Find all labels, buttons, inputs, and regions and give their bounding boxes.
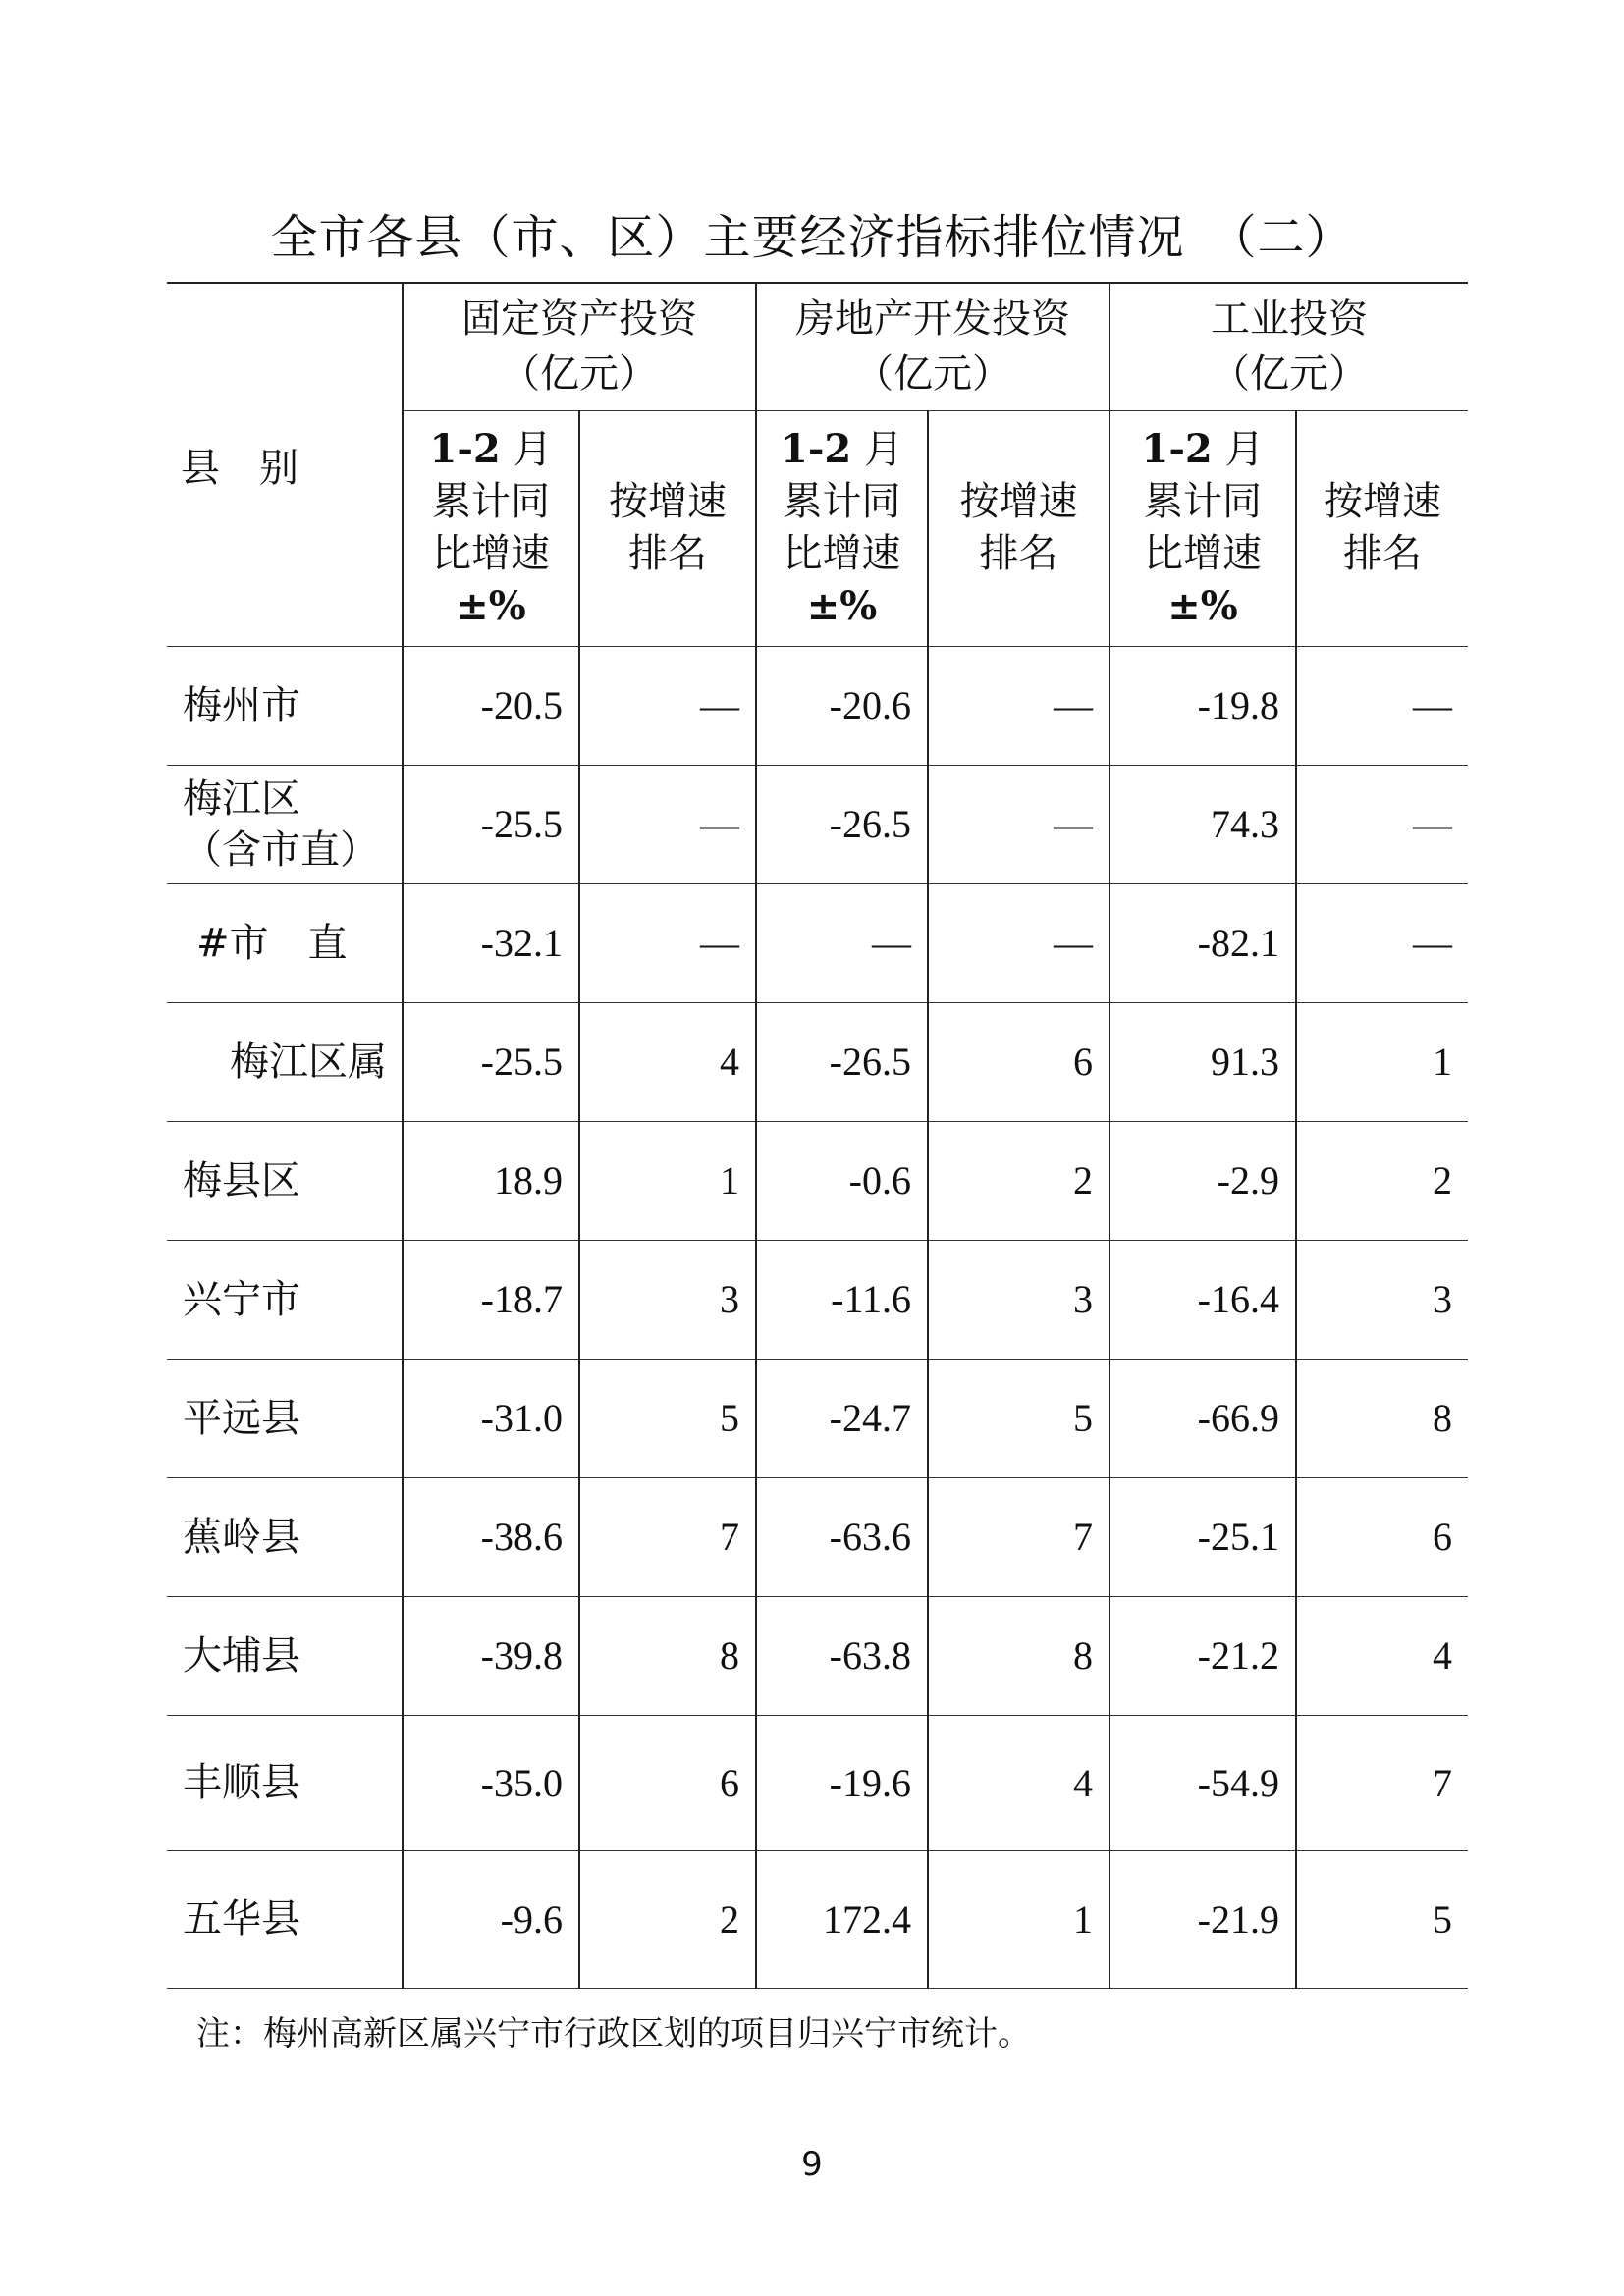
county-name: 大埔县 [183,1632,300,1679]
rank-value: — [579,883,756,1002]
group-name: 工业投资 [1211,296,1368,343]
rank-value: 1 [1296,1002,1468,1121]
growth-value: -63.8 [756,1596,928,1715]
growth-value: -16.4 [1110,1240,1296,1359]
rank-value: 4 [1296,1596,1468,1715]
growth-value: -35.0 [403,1715,579,1850]
growth-value: -38.6 [403,1477,579,1596]
county-name-cell [167,1850,403,1988]
period-label: 1-2 [1141,426,1213,472]
rank-line1: 按增速 [609,479,727,524]
rank-value: 6 [928,1002,1110,1121]
growth-value: -66.9 [1110,1359,1296,1477]
rank-value: 4 [928,1715,1110,1850]
county-name: 梅州市 [183,682,300,728]
growth-value: -82.1 [1110,883,1296,1002]
rank-value: — [928,646,1110,765]
group-header-industrial [1110,283,1468,410]
rank-value: — [1296,883,1468,1002]
county-name-cell [167,883,403,1002]
indicator-table [167,282,1468,1989]
county-name: 五华县 [183,1896,300,1942]
table-row [167,646,1468,765]
group-header-real-estate [756,283,1110,410]
county-name-cell [167,765,403,883]
rank-value: — [928,765,1110,883]
rank-header [928,410,1110,646]
table-row [167,1596,1468,1715]
growth-value: -9.6 [403,1850,579,1988]
table-row [167,1850,1468,1988]
rank-value: — [1296,765,1468,883]
growth-value: -31.0 [403,1359,579,1477]
table-row [167,1477,1468,1596]
month-label: 月 [1224,427,1265,472]
growth-value: -39.8 [403,1596,579,1715]
county-name: 蕉岭县 [183,1514,300,1560]
table-body [167,646,1468,1988]
rank-header [1296,410,1468,646]
county-name-cell [167,1477,403,1596]
growth-value: -25.1 [1110,1477,1296,1596]
county-name: 平远县 [183,1395,300,1441]
growth-value: -32.1 [403,883,579,1002]
rank-value: 7 [928,1477,1110,1596]
rank-value: 4 [579,1002,756,1121]
growth-line4: ±% [1167,583,1238,629]
rank-value: 8 [928,1596,1110,1715]
rank-line2: 排名 [628,531,707,576]
growth-value: -18.7 [403,1240,579,1359]
growth-header [403,410,579,646]
growth-value: -21.2 [1110,1596,1296,1715]
rank-line2: 排名 [979,531,1058,576]
county-name-cell [167,1121,403,1240]
growth-value: -25.5 [403,765,579,883]
growth-value: -19.8 [1110,646,1296,765]
growth-value: 74.3 [1110,765,1296,883]
rank-value: 8 [579,1596,756,1715]
county-name-cell [167,1240,403,1359]
county-name: 梅江区属 [230,1039,387,1085]
rank-value: 2 [579,1850,756,1988]
month-label: 月 [513,427,553,472]
growth-header [1110,410,1296,646]
period-label: 1-2 [429,426,501,472]
rank-value: — [579,646,756,765]
rank-value: 2 [928,1121,1110,1240]
growth-value: -54.9 [1110,1715,1296,1850]
growth-value: -63.6 [756,1477,928,1596]
county-name: 梅县区 [183,1157,300,1203]
rank-value: 1 [579,1121,756,1240]
page-title: 全市各县（市、区）主要经济指标排位情况 （二） [270,210,1354,265]
growth-line2: 累计同 [1144,479,1262,524]
growth-value: -11.6 [756,1240,928,1359]
rank-line1: 按增速 [959,479,1078,524]
rank-value: — [579,765,756,883]
table-row [167,1359,1468,1477]
rank-value: 6 [1296,1477,1468,1596]
month-label: 月 [863,427,903,472]
group-name: 房地产开发投资 [795,296,1070,343]
table-row [167,883,1468,1002]
rank-line1: 按增速 [1324,479,1441,524]
table-row [167,765,1468,883]
growth-value: — [756,883,928,1002]
rank-value: 7 [579,1477,756,1596]
growth-value: -20.5 [403,646,579,765]
growth-value: 91.3 [1110,1002,1296,1121]
rank-value: 2 [1296,1121,1468,1240]
group-unit: （亿元） [501,351,658,398]
group-name: 固定资产投资 [461,296,697,343]
group-unit: （亿元） [1211,351,1368,398]
rank-line2: 排名 [1343,531,1422,576]
growth-line3: 比增速 [1144,531,1262,576]
growth-line4: ±% [806,583,878,629]
growth-value: -19.6 [756,1715,928,1850]
growth-value: 172.4 [756,1850,928,1988]
period-label: 1-2 [781,426,852,472]
county-name: 丰顺县 [183,1760,300,1805]
county-column-header: 县 别 [167,283,403,646]
rank-value: 7 [1296,1715,1468,1850]
rank-value: — [928,883,1110,1002]
rank-value: 3 [928,1240,1110,1359]
growth-line2: 累计同 [432,479,550,524]
rank-header [579,410,756,646]
county-name-cell [167,1596,403,1715]
rank-value: — [1296,646,1468,765]
table-row [167,1240,1468,1359]
rank-value: 3 [579,1240,756,1359]
footnote: 注：梅州高新区属兴宁市行政区划的项目归兴宁市统计。 [196,2014,1031,2054]
group-header-fixed-asset [403,283,756,410]
group-unit: （亿元） [854,351,1011,398]
growth-line4: ±% [456,583,526,629]
growth-value: 18.9 [403,1121,579,1240]
rank-value: 3 [1296,1240,1468,1359]
rank-value: 6 [579,1715,756,1850]
county-name: 梅江区 [183,775,300,822]
county-name-cell [167,1715,403,1850]
growth-value: -26.5 [756,765,928,883]
growth-value: -24.7 [756,1359,928,1477]
growth-value: -20.6 [756,646,928,765]
growth-value: -25.5 [403,1002,579,1121]
table-row [167,1121,1468,1240]
county-name-cell [167,1359,403,1477]
growth-header [756,410,928,646]
county-name-cell [167,646,403,765]
rank-value: 8 [1296,1359,1468,1477]
growth-value: -0.6 [756,1121,928,1240]
county-name-note: （含市直） [183,827,379,873]
growth-value: -26.5 [756,1002,928,1121]
rank-value: 1 [928,1850,1110,1988]
growth-line3: 比增速 [783,531,901,576]
rank-value: 5 [579,1359,756,1477]
rank-value: 5 [928,1359,1110,1477]
page-number: 9 [801,2145,823,2184]
growth-value: -2.9 [1110,1121,1296,1240]
rank-value: 5 [1296,1850,1468,1988]
county-name-cell [167,1002,403,1121]
growth-line3: 比增速 [432,531,550,576]
growth-line2: 累计同 [783,479,901,524]
table-row [167,1002,1468,1121]
growth-value: -21.9 [1110,1850,1296,1988]
county-name: 兴宁市 [183,1276,300,1322]
table-row [167,1715,1468,1850]
county-name: #市 直 [196,920,348,966]
